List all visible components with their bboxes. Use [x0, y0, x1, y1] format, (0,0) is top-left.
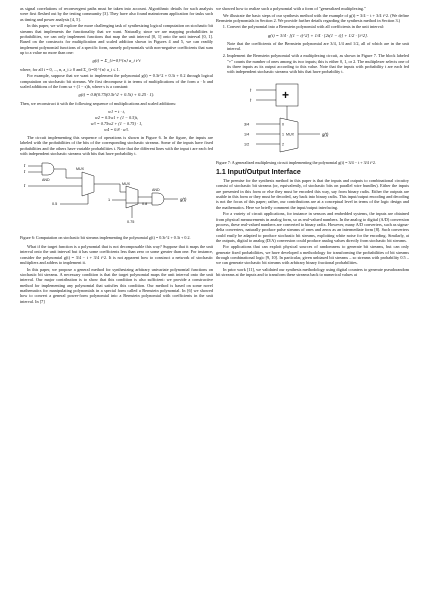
- paragraph: In this paper, we propose a general method for synthesizing arbitrary univariate polynomial functions on stochastic bit streams. A necessary condition is that the target polynomial maps the unit interval onto the unit interval. Our major contribution is to show that this condition is also sufficient: we provide a constructive method for implementing any polynomial that satisfies this condition. Our method is based on some novel mathematics for manipulating polynomials in a special form called a Bernstein polynomial. In [6] we showed how to convert a general power-form polynomial into a Bernstein polynomial with coefficients in the unit interval. In [7]: [20, 266, 213, 304]
- fig7-input-t: t: [250, 87, 252, 93]
- equation-line: w1 = t · t,: [108, 108, 125, 114]
- paragraph: Then, we reconstruct it with the following sequence of multiplications and scaled additions:: [20, 100, 177, 106]
- section-title: 1.1 Input/Output Interface: [216, 168, 301, 176]
- figure-6-caption: Figure 6: Computation on stochastic bit streams implementing the polynomial g(t) = 0.3t^2 + 0.3t + 0.2.: [20, 234, 191, 240]
- paragraph: In prior work [11], we validated our synthesis methodology using digital counters to generate pseudorandom bit streams at the inputs and to transform these streams back to numerical values at: [216, 267, 409, 278]
- equation: g(t) = Σ_{i=0}^{n} a_i t^i: [92, 58, 141, 64]
- equation-block: [20, 109, 213, 132]
- fig7-output: g(t): [322, 132, 329, 138]
- right-column: [216, 6, 409, 279]
- equation: g(t) = 3/4 · [(1 − t)^2] + 1/4 · [2t(1 − t)] + 1/2 · [t^2].: [267, 32, 369, 38]
- paragraph: In this paper, we will explore the more challenging task of synthesizing logical computation on stochastic bit streams that implements the functionality that we want. Naturally, since we are mapping probabilities to probabilities, we can only implement functions that map the unit interval [0, 1] onto the unit interval [0, 1]. Based on the constructs for multiplication and scaled addition shown in Figures 4 and 5, we can readily implement polynomial functions of a specific form, namely polynomials with non-negative coefficients that sum up to a value no more than one:: [20, 23, 213, 55]
- fig6-and-label: AND: [42, 177, 50, 182]
- list-item-text: Note that the coefficients of the Bernstein polynomial are 3/4, 1/4 and 1/2, all of which are in the unit interval.: [227, 41, 409, 52]
- paragraph: For a variety of circuit applications, for instance in sensors and embedded systems, the inputs are obtained from physical measurements in analog form, so as real-valued numbers. In the analog to digital (A/D) conversion process, these real-valued numbers are converted to binary radix. However, many A/D converters, such as sigma-delta converters, naturally produce pulse streams of ones and zeros as an intermediate form [8]. Such converters could easily be adapted to produce stochastic bit streams, exploiting white noise for the encoding. Similarly, at the outputs, digital to analog (D/A) conversion could produce analog values directly from stochastic bit streams.: [216, 211, 409, 243]
- paragraph: we showed how to realize such a polynomial with a form of "generalized multiplexing.": [216, 6, 366, 11]
- numbered-list: [216, 24, 409, 74]
- paragraph: We illustrate the basic steps of our synthesis method with the example of g(t) = 3/4 − t + 3/4 t^2. (We define Bernstein polynomials in Section 2. We provide further details regarding the synthesis method in Section 3.): [216, 12, 409, 23]
- paragraph: where, for all i = 0, ..., n, a_i ≥ 0 and Σ_{i=0}^{n} a_i ≤ 1.: [20, 66, 120, 72]
- fig7-input-34: 3/4: [244, 122, 250, 127]
- left-column: [20, 6, 213, 305]
- equation-line: w3 = 0.75w2 + (1 − 0.75) · 1,: [90, 120, 143, 126]
- paragraph: For applications that can exploit physical sources of randomness to generate bit streams, but can only generate fixed probabilities, we have developed a methodology for transforming the probabilities of bit streams through combinational logic [9, 10]. In particular, given unbiased bit streams – so streams with probability 0.5 – we can generate stochastic bit streams with arbitrary binary fractional probabilities.: [216, 244, 409, 266]
- list-item: [227, 24, 409, 51]
- fig6-input-t: t: [24, 168, 26, 174]
- list-item-text: Convert the polynomial into a Bernstein polynomial with all coefficients in the unit interval:: [227, 24, 385, 30]
- list-item-text: Implement the Bernstein polynomial with a multiplexing circuit, as shown in Figure 7. The block labeled "+" counts the number of ones among its two inputs; this is either 0, 1, or 2. The multiplexer selects one of its three inputs as its output according to this value. Note that the inputs with probability t are each fed with independent stochastic streams with bits that have probability t.: [227, 53, 409, 75]
- fig6-mux-label: MUX: [76, 166, 84, 171]
- fig7-input-14: 1/4: [244, 132, 250, 137]
- paragraph: The circuit implementing this sequence of operations is shown in Figure 6. In the figure, the inputs are labeled with the probabilities of the bits of the corresponding stochastic streams. Some of the inputs have fixed probabilities and the others have variable probabilities t. Note that the different lines with the input t are each fed with independent stochastic streams with bits that have probability t.: [20, 135, 213, 157]
- figure-6-circuit: [20, 158, 213, 232]
- paragraph: The premise for the synthesis method in this paper is that the inputs and outputs to combinational circuitry consist of stochastic bit streams (or, equivalently, of stochastic bits on parallel wire bundles). Either the inputs are presented in this form or else they must be encoded this way, say from binary radix. Either the outputs are usable in this form or they must be decoded, say back into binary radix. This input/output encoding and decoding is not the focus of this paper; rather, our contributions are at a conceptual level in terms of the logic design and the mathematics. Here we briefly comment the input/output interfacing.: [216, 177, 409, 210]
- figure-7-circuit: [216, 76, 409, 156]
- fig6-mux-label: MUX: [122, 181, 130, 186]
- fig6-input-t: t: [24, 182, 26, 188]
- figure-7-caption: Figure 7: A generalized multiplexing circuit implementing the polynomial g(t) = 3/4 − t + 3/4 t^2.: [216, 159, 376, 165]
- paragraph: What if the target function is a polynomial that is not decomposable this way? Suppose that it maps the unit interval onto the unit interval but it has some coefficients less than zero or some greater than one. For instance, consider the polynomial g(t) = 3/4 − t + 3/4 t^2. It is not apparent how to construct a network of stochastic multipliers and adders to implement it.: [20, 244, 213, 266]
- fig6-input-t: t: [24, 162, 26, 168]
- equation-line: w2 = 0.5w1 + (1 − 0.5)t,: [94, 114, 139, 120]
- fig7-input-12: 1/2: [244, 142, 250, 147]
- fig7-mux-select-2: 2: [282, 142, 284, 147]
- fig7-input-t: t: [250, 97, 252, 103]
- fig6-output: g(t): [180, 196, 187, 202]
- equation: g(t) = 0.8(0.75(0.5t^2 + 0.5t) + 0.25 · 1).: [78, 92, 155, 98]
- fig7-mux-label: MUX: [286, 132, 294, 137]
- paragraph: For example, suppose that we want to implement the polynomial g(t) = 0.3t^2 + 0.3t + 0.2 through logical computation on stochastic bit streams. We first decompose it in terms of multiplications of the form a · b and scaled additions of the form sa + (1 − s)b, where s is a constant:: [20, 73, 213, 89]
- fig6-input-075: 0.75: [127, 219, 135, 224]
- fig7-mux-select-1: 1: [282, 132, 284, 137]
- paragraph: as signal correlations of reconvergent paths must be taken into account. Algorithmic details for such analysis were first fleshed out by the testing community [3]. They have also found mainstream application for tasks such as timing and power analysis [4, 5].: [20, 6, 213, 22]
- fig6-and-label: AND: [152, 187, 160, 192]
- fig6-input-1: 1: [108, 197, 111, 202]
- fig6-input-05: 0.5: [52, 201, 58, 206]
- equation-line: w4 = 0.8 · w3.: [104, 126, 129, 132]
- fig7-mux-select-0: 0: [282, 122, 284, 127]
- fig7-adder-plus: +: [282, 88, 290, 103]
- list-item: [227, 53, 409, 74]
- fig6-input-08: 0.8: [142, 201, 148, 206]
